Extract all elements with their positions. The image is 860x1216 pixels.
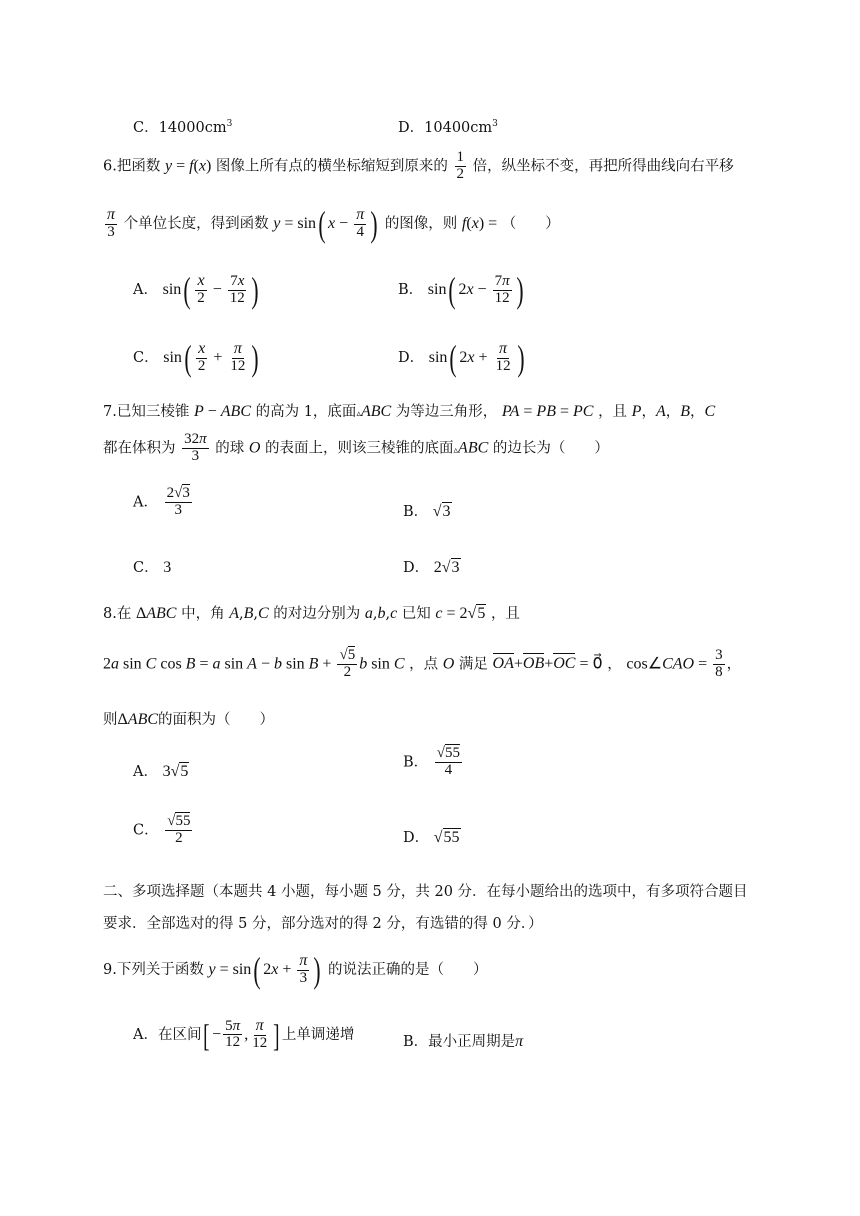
math-op: sin xyxy=(367,655,394,673)
fraction-32pi-3: $\frac{32\pi}{3}$ xyxy=(184,431,207,464)
math-expr: A xyxy=(655,403,666,420)
math-expr: C xyxy=(145,655,157,673)
math-expr: y xyxy=(273,215,281,232)
math-op: 2 xyxy=(103,655,111,673)
stem-text: 都在体积为 xyxy=(103,440,176,457)
option-text: 上单调递增 xyxy=(281,1026,355,1043)
stem-text: 则 xyxy=(103,712,118,728)
q8-stem-line1: 8.在 ΔABC 中，角 A,B,C 的对边分别为 a,b,c 已知 c = 2√5 ，且 xyxy=(103,605,520,622)
math-expr: CAO xyxy=(662,655,695,673)
math-expr: C xyxy=(257,605,269,622)
fraction: $\frac{x}{2}$ xyxy=(197,340,206,375)
math-expr: a xyxy=(212,655,221,673)
stem-text: ，且 xyxy=(490,606,520,622)
fraction: $\frac{√55}{2}$ xyxy=(167,813,191,846)
option-label: A．在区间 xyxy=(133,1026,202,1043)
sqrt: 2√3 xyxy=(433,559,460,576)
math-op: ( xyxy=(466,215,472,232)
math-expr: PA xyxy=(501,403,520,420)
math-op: = xyxy=(195,655,213,673)
sqrt: 3√5 xyxy=(162,763,189,780)
option-label: D． xyxy=(398,350,425,366)
paren: ( xyxy=(448,270,457,310)
fraction: $\frac{\pi}{12}$ xyxy=(495,340,511,375)
stem-text: 已知 xyxy=(401,606,431,622)
math-op: − xyxy=(212,1025,222,1043)
q7-option-d xyxy=(403,556,461,577)
paren: ( xyxy=(253,950,261,990)
stem-text: 的高为 1，底面 xyxy=(255,404,357,420)
math-op: sin xyxy=(427,281,447,298)
math-expr: x xyxy=(471,215,479,232)
option-label: A． xyxy=(133,494,158,511)
option-value: 14000cm xyxy=(158,120,227,136)
q8-stem-line3 xyxy=(103,708,274,729)
math-op: ) = xyxy=(478,215,498,232)
math-op: sin xyxy=(163,349,182,366)
fraction: $\frac{x}{2}$ xyxy=(197,272,205,307)
option-label: B． xyxy=(403,504,429,520)
stem-text: 个单位长度，得到函数 xyxy=(123,216,269,232)
section-2-heading-line1: 二、多项选择题（本题共 4 小题，每小题 5 分，共 20 分．在每小题给出的选项中，有多项符合题目 xyxy=(103,884,748,900)
answer-bracket: （ ） xyxy=(501,216,560,232)
sqrt: √55 xyxy=(433,829,460,846)
fraction-pi-4: $\frac{\pi}{4}$ xyxy=(356,206,365,241)
math-op: = sin xyxy=(215,961,252,978)
question-number: 8. xyxy=(103,606,117,622)
math-op: sin xyxy=(281,655,309,673)
paren: ( xyxy=(184,338,192,378)
math-expr: P xyxy=(631,403,642,420)
math-op: + xyxy=(209,349,227,366)
math-expr: ABC xyxy=(127,711,159,728)
paren: ) xyxy=(313,950,322,990)
q8-option-c xyxy=(133,814,194,847)
option-label: C． xyxy=(133,822,159,839)
q5-option-c xyxy=(133,116,232,137)
q6-option-b xyxy=(398,272,526,308)
fraction: $\frac{\pi}{12}$ xyxy=(230,340,246,375)
paren: ) xyxy=(516,338,525,378)
option-value: 10400cm xyxy=(424,120,493,136)
math-expr: f xyxy=(461,215,467,232)
math-expr: A xyxy=(247,655,257,673)
math-expr: PC xyxy=(573,403,594,420)
stem-text: 下列关于函数 xyxy=(116,962,204,978)
q6-stem-line2 xyxy=(103,206,560,242)
fraction: $\frac{\pi}{3}$ xyxy=(299,952,308,987)
math-expr: x xyxy=(198,157,206,175)
paren: ) xyxy=(251,338,260,378)
vector-ob: OB xyxy=(522,655,545,673)
math-op: + xyxy=(544,655,554,673)
math-expr: B xyxy=(185,655,196,673)
option-sup: 3 xyxy=(492,119,498,130)
option-label: D． xyxy=(403,830,430,846)
option-label: D． xyxy=(403,560,430,576)
paren: ( xyxy=(318,204,326,244)
math-expr: P xyxy=(193,403,204,420)
q7-option-a xyxy=(133,486,194,519)
math-op: + xyxy=(278,961,296,978)
math-expr: a xyxy=(111,655,119,673)
stem-text: 倍，纵坐标不变，再把所得曲线向右平移 xyxy=(472,158,734,175)
fraction-one-half: $\frac{1}{2}$ xyxy=(456,149,465,182)
math-op: Δ xyxy=(117,711,128,728)
math-expr: B xyxy=(308,655,319,673)
math-op: + xyxy=(474,349,492,366)
math-expr: B xyxy=(243,605,254,622)
fraction: $\frac{√5}{2}$ xyxy=(339,647,356,680)
math-expr: B xyxy=(680,403,691,420)
answer-bracket: 的面积为（ ） xyxy=(158,712,275,728)
fraction: $\frac{2√3}{3}$ xyxy=(166,485,190,518)
vector-oa: OA xyxy=(492,655,514,673)
stem-text: 的表面上，则该三棱锥的底面 xyxy=(265,440,454,457)
math-expr: ABC xyxy=(146,605,177,622)
stem-text: ，点 xyxy=(409,656,439,673)
math-op: = 2 xyxy=(442,605,468,622)
math-op: − xyxy=(203,403,221,420)
math-op: − xyxy=(208,281,226,298)
math-op: cos xyxy=(156,655,186,673)
math-op: Δ xyxy=(135,605,147,622)
fraction: $\frac{√55}{4}$ xyxy=(436,745,460,778)
math-op: = xyxy=(694,655,712,673)
math-op: + xyxy=(318,655,336,673)
q6-stem-line1 xyxy=(103,150,734,183)
math-op: , xyxy=(244,1025,249,1043)
math-op: sin xyxy=(220,655,248,673)
fraction: $\frac{\pi}{12}$ xyxy=(252,1017,268,1051)
option-label: A． xyxy=(133,282,158,298)
fraction: $\frac{3}{8}$ xyxy=(715,647,723,680)
question-number: 6. xyxy=(103,158,117,175)
math-op: = 0⃗ xyxy=(575,655,603,673)
math-op: 2 xyxy=(263,961,272,978)
sqrt: √5 xyxy=(467,605,486,622)
math-op: − xyxy=(256,655,274,673)
q7-option-b xyxy=(403,500,452,521)
paren: ( xyxy=(183,270,191,310)
math-expr: C xyxy=(704,403,716,420)
math-expr: x xyxy=(271,961,279,978)
stem-text: 的图像，则 xyxy=(384,216,458,232)
math-expr: y xyxy=(208,961,216,978)
q7-stem-line2 xyxy=(103,432,609,465)
option-sup: 3 xyxy=(226,119,233,130)
q8-stem-line2: 2a sin C cos B = a sin A − b sin B + $\frac{√5}{2}$ b sin C ，点 O 满足 OA+OB+OC = 0⃗ ， cos∠CAO = $\frac{3}{8}$ ， xyxy=(103,647,742,680)
option-label: C． xyxy=(133,560,159,576)
option-label: B． xyxy=(403,754,429,771)
q9-stem xyxy=(103,952,488,988)
paren: ) xyxy=(370,204,378,244)
fraction: $\frac{7x}{12}$ xyxy=(229,272,245,306)
math-expr: c xyxy=(390,605,398,622)
option-label: B．最小正周期是 xyxy=(403,1034,516,1050)
bracket: ] xyxy=(273,1016,280,1053)
paren: ) xyxy=(251,270,259,310)
math-expr: π xyxy=(515,1033,524,1050)
stem-text: ，且 xyxy=(598,404,628,420)
sqrt: √3 xyxy=(432,503,451,520)
math-op: = xyxy=(519,403,537,420)
q6-option-a xyxy=(133,272,261,308)
math-op: ) xyxy=(205,157,212,175)
stem-text: ， xyxy=(607,656,622,673)
q5-option-d xyxy=(398,116,498,137)
math-expr: b xyxy=(273,655,282,673)
q9-option-b xyxy=(403,1030,523,1051)
math-expr: c xyxy=(435,605,443,622)
fraction-pi-3: $\frac{\pi}{3}$ xyxy=(107,206,116,241)
option-label: B． xyxy=(398,282,424,298)
section-2-heading-line2: 要求．全部选对的得 5 分，部分选对的得 2 分，有选错的得 0 分．） xyxy=(103,916,543,932)
math-expr: a xyxy=(364,605,373,622)
q7-option-c xyxy=(133,556,171,577)
math-op: cos∠ xyxy=(626,655,663,673)
stem-text: 为等边三角形， xyxy=(395,404,498,420)
math-expr: x xyxy=(328,215,336,232)
q7-stem-line1: 7.已知三棱锥 P − ABC 的高为 1，底面▵ABC 为等边三角形， PA = PB = PC ，且 P，A，B，C xyxy=(103,403,716,420)
math-expr: ABC xyxy=(458,439,489,457)
math-expr: b xyxy=(377,605,386,622)
math-expr: f xyxy=(189,157,194,175)
question-number: 9. xyxy=(103,962,117,978)
math-op: = xyxy=(555,403,573,420)
stem-text: 中，角 xyxy=(181,606,225,622)
math-expr: ABC xyxy=(360,403,392,420)
math-expr: O xyxy=(248,439,261,457)
math-op: 2 xyxy=(458,281,467,298)
stem-text: 在 xyxy=(116,606,132,622)
option-value: 3 xyxy=(163,559,172,576)
math-op: − xyxy=(335,215,353,232)
stem-text: 把函数 xyxy=(116,158,161,175)
math-op: 2 xyxy=(459,349,468,366)
paren: ) xyxy=(515,270,524,310)
math-expr: b xyxy=(359,655,368,673)
math-op: = sin xyxy=(280,215,317,232)
option-label: D． xyxy=(398,120,425,136)
math-op: = xyxy=(172,157,190,175)
q6-option-c xyxy=(133,340,261,376)
answer-bracket: 的边长为（ ） xyxy=(492,440,609,457)
stem-text: 图像上所有点的横坐标缩短到原来的 xyxy=(215,158,448,175)
question-number: 7. xyxy=(103,404,117,420)
math-expr: O xyxy=(442,655,455,673)
option-label: C． xyxy=(133,120,159,136)
paren: ( xyxy=(449,338,458,378)
math-expr: x xyxy=(466,281,474,298)
vector-oc: OC xyxy=(553,655,576,673)
math-expr: A xyxy=(229,605,239,622)
bracket: [ xyxy=(203,1016,211,1053)
math-op: − xyxy=(473,281,491,298)
stem-text: 的对边分别为 xyxy=(273,606,361,622)
math-expr: C xyxy=(393,655,405,673)
stem-text: 的球 xyxy=(215,440,245,457)
math-op: sin xyxy=(428,349,448,366)
math-expr: ABC xyxy=(220,403,251,420)
fraction: $\frac{5\pi}{12}$ xyxy=(225,1017,241,1051)
math-op: sin xyxy=(162,281,182,298)
triangle-symbol: ▵ xyxy=(453,445,459,456)
triangle-symbol: ▵ xyxy=(356,409,361,419)
math-expr: PB xyxy=(536,403,556,420)
math-op: sin xyxy=(119,655,146,673)
q8-option-b xyxy=(403,746,464,779)
math-expr: x xyxy=(467,349,475,366)
fraction: $\frac{7\pi}{12}$ xyxy=(494,272,510,306)
stem-text: 已知三棱锥 xyxy=(116,404,190,420)
math-expr: y xyxy=(164,157,173,175)
math-op: ( xyxy=(193,157,199,175)
q8-option-a xyxy=(133,760,189,781)
option-label: C． xyxy=(133,350,159,366)
q9-option-a xyxy=(133,1018,354,1052)
stem-text: 满足 xyxy=(458,656,488,673)
math-op: + xyxy=(513,655,523,673)
q8-option-d xyxy=(403,826,461,847)
answer-bracket: 的说法正确的是（ ） xyxy=(328,962,488,978)
q6-option-d xyxy=(398,340,527,376)
option-label: A． xyxy=(133,764,158,780)
